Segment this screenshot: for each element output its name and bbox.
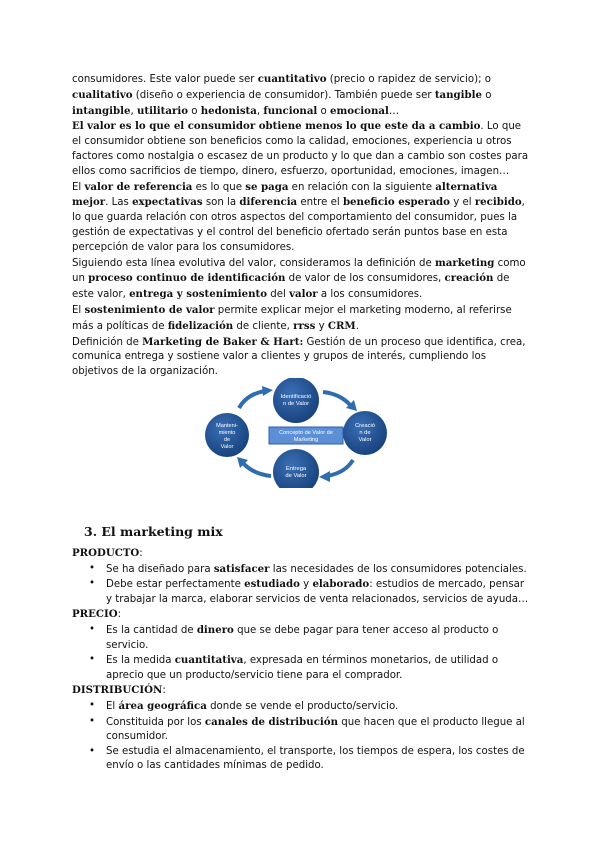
text: : [117, 609, 122, 621]
text: Gestión de un proceso que identifica, crea, comunica entrega y sostiene valor a clientes y grupos de interés, cumpliendo los objetivos de la organización. [72, 336, 526, 378]
text: . [355, 320, 359, 332]
bold-term: tangible [434, 88, 482, 101]
arrow-right-to-bottom [327, 460, 353, 476]
list-item [106, 745, 530, 774]
paragraph-value-types [72, 72, 530, 119]
heading-text: PRODUCTO [72, 547, 140, 559]
bold-term: El valor es lo que el consumidor obtiene menos lo que este da a cambio [72, 120, 481, 133]
paragraph-marketing-definition [72, 256, 530, 303]
list-item [106, 653, 530, 683]
text: o [317, 105, 331, 117]
text: y [299, 579, 313, 591]
text: , lo que guarda relación con otros aspectos del comportamiento del consumidor, pues la gestión de expectativas y el control del beneficio ofertado serán puntos base en esta percepción de valor para los consumidores. [72, 197, 525, 253]
bold-term: proceso continuo de identificación [88, 272, 286, 285]
precio-list [72, 623, 530, 683]
paragraph-value-sustainment [72, 303, 530, 335]
node-mantenimiento-label: Valor [220, 444, 234, 450]
node-mantenimiento-label: Manteni- [216, 423, 238, 429]
node-identificacion-label: n de Valor [283, 401, 309, 407]
bold-term: se paga [245, 180, 289, 193]
arrow-bottom-to-left [243, 463, 271, 476]
text: donde se vende el producto/servicio. [206, 700, 399, 712]
bold-term: diferencia [239, 196, 298, 209]
node-entrega-label: de Valor [285, 473, 307, 479]
node-creacion-label: n de [359, 430, 371, 436]
text: El [72, 181, 85, 193]
text: o [482, 89, 492, 101]
node-mantenimiento-label: de [223, 437, 231, 443]
bold-term: utilitario [136, 104, 189, 117]
text: o [188, 105, 201, 117]
text: de valor de los consumidores, [285, 273, 445, 285]
list-item [106, 623, 530, 653]
heading-text: PRECIO [72, 608, 118, 621]
text: las necesidades de los consumidores potenciales. [269, 563, 527, 575]
text: que hacen que el producto llegue al consumidor. [106, 716, 525, 743]
text: del [267, 289, 290, 301]
bold-term: Marketing de Baker & Hart: [142, 335, 304, 348]
text: (diseño o experiencia de consumidor). También puede ser [132, 89, 435, 101]
bold-term: rrss [293, 319, 316, 332]
arrow-head [262, 386, 273, 396]
bold-term: canales de distribución [204, 715, 338, 728]
text: . Lo que el consumidor obtiene son beneficios como la calidad, emociones, experiencia u otros factores como nostalgia o escasez de un producto y lo que dan a cambio son costes para ellos como sacrificios de tiempo, dinero, esfuerzo, oportunidad, emociones, imagen… [72, 121, 529, 177]
bold-term: valor de referencia [84, 180, 193, 193]
center-label-line2: Marketing [293, 437, 319, 443]
text: entre el [297, 197, 343, 209]
text: Constituida por los [106, 716, 205, 728]
text: como un [72, 257, 526, 285]
text: Definición de [72, 336, 143, 348]
bold-term: estudiado [244, 578, 300, 591]
list-item [106, 577, 530, 607]
text: … [388, 105, 400, 117]
list-item [106, 699, 530, 715]
text: El [72, 304, 85, 316]
arrow-left-to-top [239, 391, 265, 408]
bold-term: cualitativo [72, 88, 133, 101]
bold-term: área geográfica [118, 699, 207, 712]
text: Siguiendo esta línea evolutiva del valor, consideramos la definición de [72, 257, 435, 269]
paragraph-baker-hart [72, 335, 530, 380]
bold-term: entrega y sostenimiento [129, 288, 268, 301]
node-entrega-label: Entrega [285, 466, 307, 472]
bold-term: elaborado [312, 578, 370, 591]
text: , expresada en términos monetarios, de utilidad o aprecio que un producto/servicio tiene para el comprador. [106, 655, 499, 681]
producto-heading [72, 546, 530, 562]
text: en relación con la siguiente [288, 181, 436, 193]
text: que se debe pagar para tener acceso al producto o servicio. [106, 624, 499, 651]
precio-heading [72, 607, 530, 623]
arrow-head [319, 471, 330, 482]
bold-term: cuantitativa [174, 654, 244, 667]
text: de cliente, [233, 320, 294, 332]
marketing-mix-content [72, 546, 530, 774]
bold-term: funcional [263, 104, 318, 117]
bold-term: alternativa mejor [72, 180, 498, 209]
text: : [162, 685, 166, 697]
bold-term: sostenimiento de valor [84, 303, 215, 316]
text: Se estudia el almacenamiento, el transporte, los tiempos de espera, los costes de envío o las cantidades mínimas de pedido. [106, 745, 525, 772]
bold-term: marketing [434, 256, 495, 269]
text: El [106, 700, 119, 712]
bold-term: hedonista [200, 104, 257, 117]
text: y el [449, 197, 475, 209]
text: . Las [105, 197, 133, 209]
bold-term: cuantitativo [257, 73, 327, 85]
text: Se ha diseñado para [106, 563, 214, 575]
text: , [130, 105, 137, 117]
text: es lo que [192, 181, 246, 193]
text: Es la medida [106, 655, 175, 667]
bold-term: expectativas [132, 196, 203, 209]
node-mantenimiento-label: miento [218, 430, 236, 436]
list-item [106, 562, 530, 578]
bold-term: satisfacer [213, 562, 270, 575]
distribucion-heading [72, 683, 530, 699]
text: de este valor, [72, 273, 510, 301]
distribucion-list [72, 699, 530, 774]
node-creacion-label: Creació [355, 423, 375, 429]
bold-term: creación [444, 272, 494, 285]
bold-term: intangible [72, 104, 131, 117]
bold-term: beneficio esperado [342, 196, 450, 209]
node-creacion-label: Valor [358, 437, 372, 443]
bold-term: fidelización [167, 319, 234, 332]
bold-term: recibido [474, 196, 522, 209]
bold-term: valor [289, 288, 318, 301]
section-title: 3. El marketing mix [84, 524, 223, 539]
paragraph-value-definition [72, 119, 530, 179]
text: (precio o rapidez de servicio); o [326, 74, 491, 85]
node-identificacion-label: Identificació [280, 394, 312, 400]
text: a los consumidores. [317, 289, 423, 301]
document-body [72, 72, 530, 380]
bold-term: CRM [327, 319, 356, 332]
marketing-value-cycle-diagram [205, 378, 387, 488]
text: consumidores. Este valor puede ser [72, 74, 258, 85]
text: : [139, 548, 143, 559]
bold-term: emocional [330, 104, 389, 117]
producto-list [72, 562, 530, 608]
text: y [315, 320, 328, 332]
text: , [256, 105, 264, 117]
text: son la [202, 197, 240, 209]
center-label-line1: Concepto de Valor de [279, 430, 333, 436]
list-item [106, 715, 530, 745]
heading-text: DISTRIBUCIÓN [72, 684, 163, 697]
text: Debe estar perfectamente [106, 579, 245, 591]
text: permite explicar mejor el marketing moderno, al referirse más a políticas de [72, 304, 512, 332]
text: : estudios de mercado, pensar y trabajar la marca, elaborar servicios de venta relacionados, servicios de ayuda… [106, 579, 529, 605]
paragraph-reference-value [72, 180, 530, 256]
bold-term: dinero [196, 623, 234, 636]
text: Es la cantidad de [106, 624, 197, 636]
arrow-top-to-right [323, 392, 351, 406]
